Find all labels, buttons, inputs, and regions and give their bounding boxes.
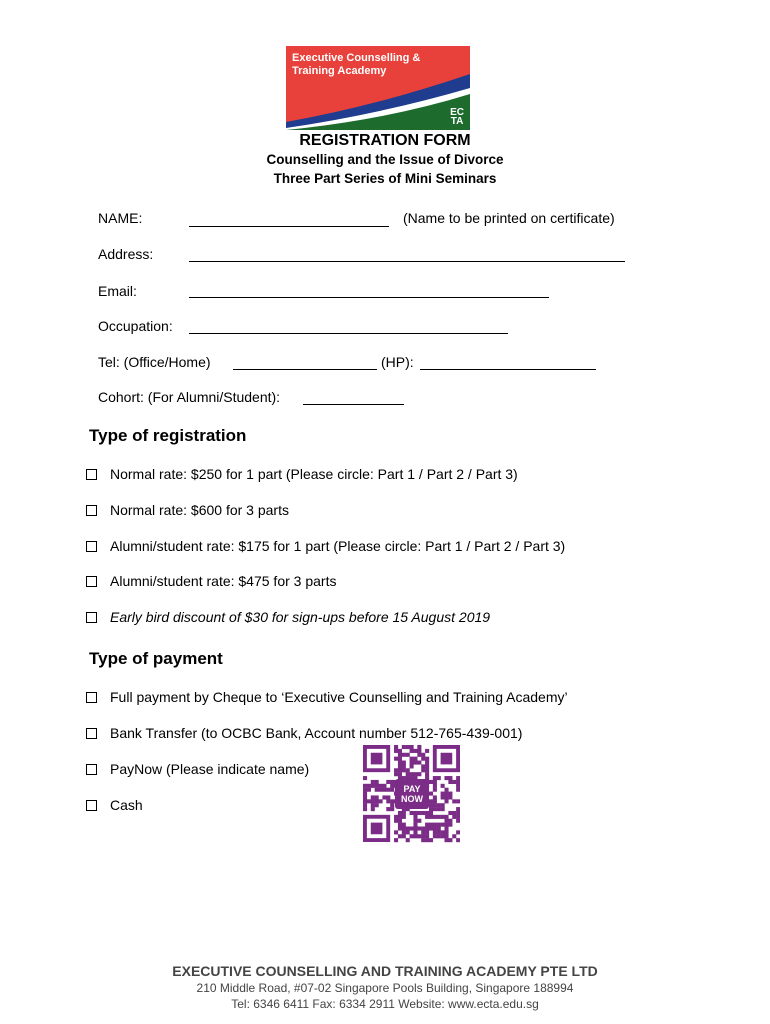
checkbox[interactable]	[86, 800, 97, 811]
name-note: (Name to be printed on certificate)	[403, 210, 615, 226]
logo-name: Executive Counselling & Training Academy	[292, 52, 421, 77]
option-label: Full payment by Cheque to ‘Executive Counselling and Training Academy’	[110, 689, 568, 705]
registration-option[interactable]	[86, 573, 336, 589]
form-title: REGISTRATION FORM	[299, 132, 471, 149]
form-subtitle-topic: Counselling and the Issue of Divorce	[266, 152, 504, 167]
paynow-qr-code	[363, 745, 460, 843]
checkbox[interactable]	[86, 612, 97, 623]
option-label: Normal rate: $250 for 1 part (Please circle: Part 1 / Part 2 / Part 3)	[110, 466, 518, 482]
form-subtitle-series: Three Part Series of Mini Seminars	[273, 171, 497, 186]
registration-option[interactable]	[86, 502, 289, 518]
payment-heading: Type of payment	[89, 649, 223, 668]
checkbox[interactable]	[86, 728, 97, 739]
cohort-label: Cohort: (For Alumni/Student):	[98, 389, 281, 405]
checkbox[interactable]	[86, 692, 97, 703]
payment-option[interactable]	[86, 797, 143, 813]
tel-field[interactable]	[233, 369, 377, 370]
registration-option[interactable]	[86, 538, 565, 554]
occupation-label: Occupation:	[98, 318, 173, 334]
footer-contact: Tel: 6346 6411 Fax: 6334 2911 Website: www.ecta.edu.sg	[231, 997, 539, 1011]
option-label: Alumni/student rate: $175 for 1 part (Please circle: Part 1 / Part 2 / Part 3)	[110, 538, 566, 554]
email-field[interactable]	[189, 297, 549, 298]
payment-option[interactable]	[86, 725, 522, 741]
registration-option[interactable]	[86, 609, 490, 625]
option-label: Cash	[110, 797, 143, 813]
checkbox[interactable]	[86, 576, 97, 587]
occupation-field[interactable]	[189, 333, 508, 334]
checkbox[interactable]	[86, 541, 97, 552]
name-field[interactable]	[189, 226, 389, 227]
footer-address: 210 Middle Road, #07-02 Singapore Pools Building, Singapore 188994	[196, 981, 574, 995]
checkbox[interactable]	[86, 469, 97, 480]
registration-option[interactable]	[86, 466, 518, 482]
option-label: Normal rate: $600 for 3 parts	[110, 502, 289, 518]
ecta-logo	[286, 46, 470, 130]
payment-option[interactable]	[86, 689, 568, 705]
cohort-field[interactable]	[303, 404, 404, 405]
footer-company: EXECUTIVE COUNSELLING AND TRAINING ACADEMY PTE LTD	[172, 963, 598, 979]
registration-heading: Type of registration	[89, 426, 247, 445]
paynow-logo: PAY NOW	[395, 779, 429, 809]
option-label: Bank Transfer (to OCBC Bank, Account number 512-765-439-001)	[110, 725, 523, 741]
email-label: Email:	[98, 283, 137, 299]
address-label: Address:	[98, 246, 154, 262]
option-label: Alumni/student rate: $475 for 3 parts	[110, 573, 337, 589]
hp-label: (HP):	[381, 354, 414, 370]
address-field[interactable]	[189, 261, 625, 262]
checkbox[interactable]	[86, 764, 97, 775]
option-label: PayNow (Please indicate name)	[110, 761, 310, 777]
logo-abbreviation: EC TA	[450, 107, 464, 127]
payment-option[interactable]	[86, 761, 309, 777]
tel-label: Tel: (Office/Home)	[98, 354, 211, 370]
name-label: NAME:	[98, 210, 143, 226]
option-label: Early bird discount of $30 for sign-ups before 15 August 2019	[110, 609, 491, 625]
checkbox[interactable]	[86, 505, 97, 516]
hp-field[interactable]	[420, 369, 596, 370]
